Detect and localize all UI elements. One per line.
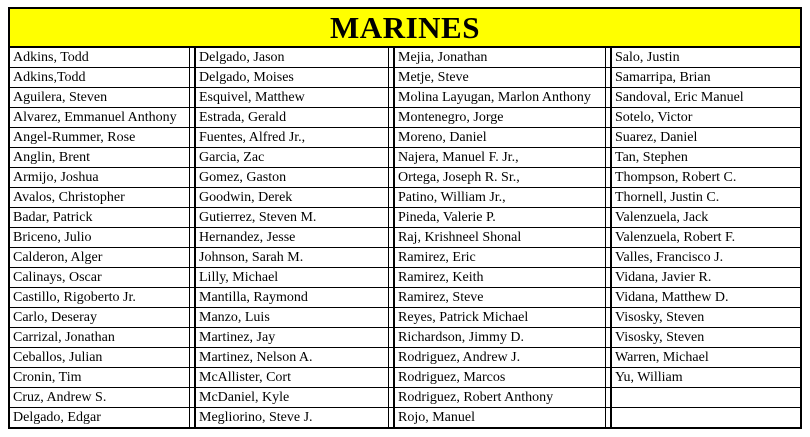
name-cell: Visosky, Steven: [612, 328, 800, 348]
name-cell: Ortega, Joseph R. Sr.,: [395, 168, 610, 188]
name-cell: McDaniel, Kyle: [196, 388, 393, 408]
name-cell: Hernandez, Jesse: [196, 228, 393, 248]
name-cell: [612, 388, 800, 408]
name-cell: Briceno, Julio: [10, 228, 194, 248]
name-cell: Valenzuela, Robert F.: [612, 228, 800, 248]
name-cell: Rodriguez, Robert Anthony: [395, 388, 610, 408]
name-cell: [612, 408, 800, 428]
name-cell: Metje, Steve: [395, 68, 610, 88]
name-cell: Adkins, Todd: [10, 48, 194, 68]
name-cell: Ramirez, Eric: [395, 248, 610, 268]
name-cell: Mantilla, Raymond: [196, 288, 393, 308]
name-cell: Valenzuela, Jack: [612, 208, 800, 228]
name-cell: Alvarez, Emmanuel Anthony: [10, 108, 194, 128]
name-cell: Tan, Stephen: [612, 148, 800, 168]
name-cell: Yu, William: [612, 368, 800, 388]
name-cell: Salo, Justin: [612, 48, 800, 68]
name-cell: Martinez, Jay: [196, 328, 393, 348]
name-cell: Vidana, Javier R.: [612, 268, 800, 288]
name-cell: Moreno, Daniel: [395, 128, 610, 148]
name-cell: Molina Layugan, Marlon Anthony: [395, 88, 610, 108]
name-cell: Lilly, Michael: [196, 268, 393, 288]
name-cell: Patino, William Jr.,: [395, 188, 610, 208]
name-cell: Warren, Michael: [612, 348, 800, 368]
name-cell: Calderon, Alger: [10, 248, 194, 268]
name-cell: Samarripa, Brian: [612, 68, 800, 88]
name-cell: Carrizal, Jonathan: [10, 328, 194, 348]
name-cell: Rojo, Manuel: [398, 410, 475, 425]
name-cell: Ceballos, Julian: [10, 348, 194, 368]
name-cell: Carlo, Deseray: [10, 308, 194, 328]
name-cell: Sandoval, Eric Manuel: [612, 88, 800, 108]
name-cell: Ramirez, Steve: [395, 288, 610, 308]
name-cell: Reyes, Patrick Michael: [395, 308, 610, 328]
name-cell: Rodriguez, Andrew J.: [395, 348, 610, 368]
name-cell: Esquivel, Matthew: [196, 88, 393, 108]
name-cell: Estrada, Gerald: [196, 108, 393, 128]
name-cell: Badar, Patrick: [10, 208, 194, 228]
name-cell: Cruz, Andrew S.: [10, 388, 194, 408]
name-cell: Delgado, Jason: [196, 48, 393, 68]
name-cell: Anglin, Brent: [10, 148, 194, 168]
name-cell: Pineda, Valerie P.: [395, 208, 610, 228]
name-cell: Aguilera, Steven: [10, 88, 194, 108]
name-cell: Megliorino, Steve J.: [199, 410, 313, 425]
name-cell: Thompson, Robert C.: [612, 168, 800, 188]
roster-table: [8, 7, 802, 429]
name-cell: Ramirez, Keith: [395, 268, 610, 288]
name-cell: Armijo, Joshua: [10, 168, 194, 188]
name-cell: Thornell, Justin C.: [612, 188, 800, 208]
name-cell: Delgado, Edgar: [13, 410, 101, 425]
page-title: MARINES: [330, 10, 480, 45]
name-cell: Gomez, Gaston: [196, 168, 393, 188]
name-cell: Najera, Manuel F. Jr.,: [395, 148, 610, 168]
name-cell: Mejia, Jonathan: [395, 48, 610, 68]
name-cell: Adkins,Todd: [10, 68, 194, 88]
name-cell: Raj, Krishneel Shonal: [395, 228, 610, 248]
name-cell: Delgado, Moises: [196, 68, 393, 88]
name-cell: Montenegro, Jorge: [395, 108, 610, 128]
name-cell: Visosky, Steven: [612, 308, 800, 328]
name-column-1: [10, 48, 196, 427]
name-cell: Richardson, Jimmy D.: [395, 328, 610, 348]
name-cell: Fuentes, Alfred Jr.,: [196, 128, 393, 148]
name-cell: Avalos, Christopher: [10, 188, 194, 208]
name-columns: [10, 48, 800, 427]
name-cell: Cronin, Tim: [10, 368, 194, 388]
name-cell: Angel-Rummer, Rose: [10, 128, 194, 148]
name-cell: Manzo, Luis: [196, 308, 393, 328]
name-cell: McAllister, Cort: [196, 368, 393, 388]
name-cell: Sotelo, Victor: [612, 108, 800, 128]
name-cell: Suarez, Daniel: [612, 128, 800, 148]
name-cell: Vidana, Matthew D.: [612, 288, 800, 308]
name-column-3: [395, 48, 612, 427]
name-cell: Goodwin, Derek: [196, 188, 393, 208]
table-header: [10, 9, 800, 48]
name-column-4: [612, 48, 800, 427]
name-column-2: [196, 48, 395, 427]
name-cell: Garcia, Zac: [196, 148, 393, 168]
name-cell: Valles, Francisco J.: [612, 248, 800, 268]
name-cell: Calinays, Oscar: [10, 268, 194, 288]
name-cell: Rodriguez, Marcos: [395, 368, 610, 388]
name-cell: Gutierrez, Steven M.: [196, 208, 393, 228]
name-cell: Martinez, Nelson A.: [196, 348, 393, 368]
name-cell: Castillo, Rigoberto Jr.: [10, 288, 194, 308]
name-cell: Johnson, Sarah M.: [196, 248, 393, 268]
